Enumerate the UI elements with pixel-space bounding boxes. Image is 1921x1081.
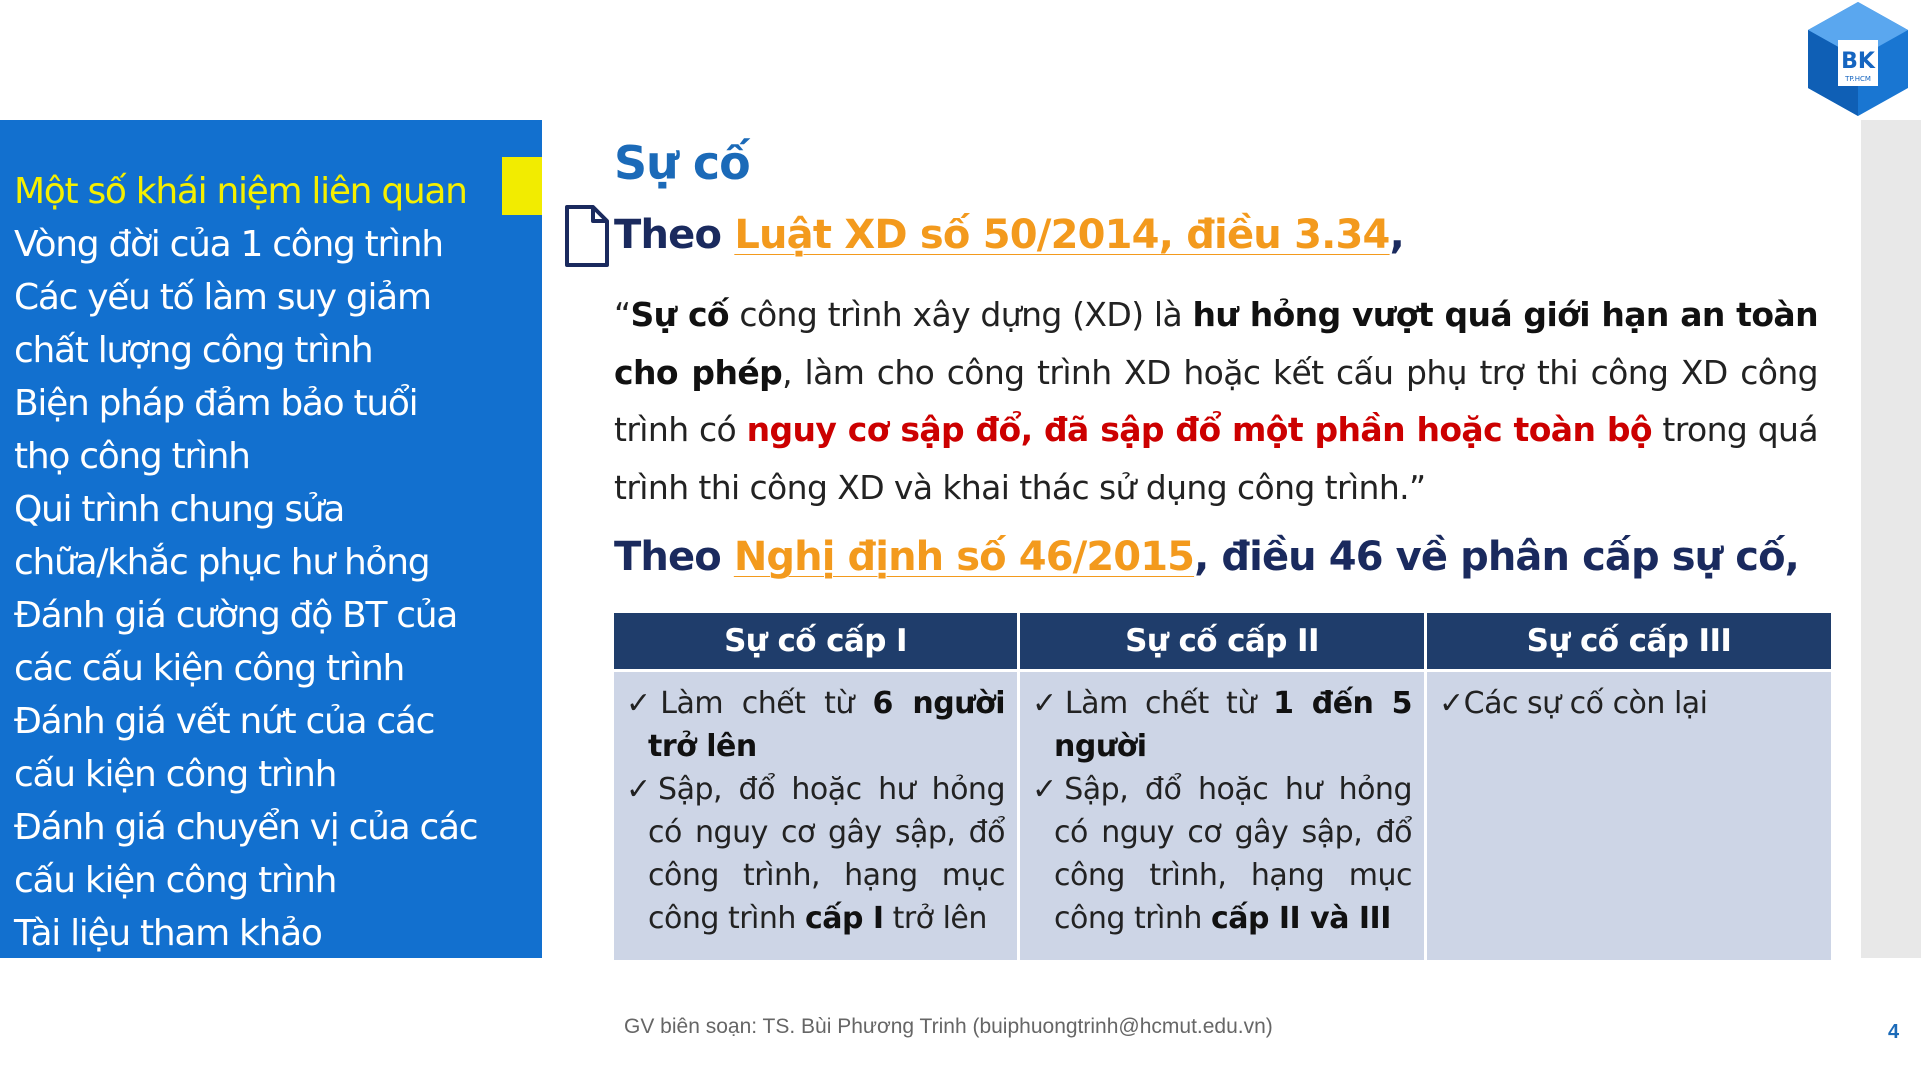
- sidebar-nav: [0, 120, 542, 958]
- sidebar-item-degradation-factors[interactable]: Các yếu tố làm suy giảm: [14, 277, 431, 318]
- sidebar-item-cracks-cont[interactable]: cấu kiện công trình: [14, 754, 337, 795]
- sidebar-item-repair-process-cont[interactable]: chữa/khắc phục hư hỏng: [14, 542, 430, 583]
- sidebar-item-concepts[interactable]: Một số khái niệm liên quan: [14, 171, 467, 212]
- sidebar-item-repair-process[interactable]: Qui trình chung sửa: [14, 489, 345, 530]
- sidebar-item-references[interactable]: Tài liệu tham khảo: [14, 913, 322, 954]
- scrollbar-track[interactable]: [1861, 120, 1921, 958]
- table-header-level-2: Sự cố cấp II: [1019, 612, 1426, 671]
- table-cell-level-3: [1426, 671, 1833, 962]
- level-1-bullet-deaths: ✓Làm chết từ 6 người trở lên: [626, 686, 1005, 764]
- quote-term: Sự cố: [630, 295, 729, 334]
- level-2-bullet-deaths: ✓Làm chết từ 1 đến 5 người: [1032, 686, 1412, 764]
- page-title: Sự cố: [614, 136, 750, 190]
- law-suffix: ,: [1389, 212, 1404, 258]
- sidebar-item-concrete-strength-cont[interactable]: các cấu kiện công trình: [14, 648, 405, 689]
- sidebar-item-displacement[interactable]: Đánh giá chuyển vị của các: [14, 807, 478, 848]
- sidebar-item-lifecycle[interactable]: Vòng đời của 1 công trình: [14, 224, 443, 265]
- sidebar-item-durability-measures[interactable]: Biện pháp đảm bảo tuổi: [14, 383, 418, 424]
- sidebar-item-cracks[interactable]: Đánh giá vết nứt của các: [14, 701, 435, 742]
- quote-emphasis: hư hỏng vượt quá giới hạn an toàn cho phép: [614, 295, 1818, 392]
- table-row: [613, 671, 1833, 962]
- logo-text: BK: [1841, 49, 1875, 74]
- decree-reference: [614, 534, 1799, 580]
- sidebar-list: [14, 165, 534, 960]
- level-2-bullet-collapse: ✓Sập, đổ hoặc hư hỏng có nguy cơ gây sập, đổ công trình, hạng mục công trình cấp II và III: [1032, 772, 1412, 936]
- table-header-level-1: Sự cố cấp I: [613, 612, 1019, 671]
- document-icon: [563, 204, 611, 268]
- page-number: 4: [1888, 1021, 1900, 1043]
- decree-link[interactable]: Nghị định số 46/2015: [733, 534, 1195, 580]
- quote-text-2: , làm cho công trình XD hoặc kết cấu phụ trợ thi công XD công trình có: [614, 352, 1818, 449]
- sidebar-item-displacement-cont[interactable]: cấu kiện công trình: [14, 860, 337, 901]
- quote-text-1: công trình xây dựng (XD) là: [729, 295, 1193, 334]
- incident-levels-table: [611, 610, 1834, 963]
- sidebar-item-degradation-factors-cont[interactable]: chất lượng công trình: [14, 330, 373, 371]
- logo-subtext: TP.HCM: [1845, 75, 1871, 83]
- quote-open: “: [614, 295, 631, 334]
- table-header-row: [613, 612, 1833, 671]
- law-link[interactable]: Luật XD số 50/2014, điều 3.34: [734, 212, 1390, 258]
- definition-quote: [614, 286, 1818, 516]
- sidebar-item-durability-measures-cont[interactable]: thọ công trình: [14, 436, 250, 477]
- level-1-bullet-collapse: ✓Sập, đổ hoặc hư hỏng có nguy cơ gây sập, đổ công trình, hạng mục công trình cấp I trở lên: [626, 772, 1005, 936]
- decree-prefix: Theo: [614, 534, 734, 580]
- sidebar-active-marker: [502, 157, 542, 215]
- law-prefix: Theo: [614, 212, 735, 258]
- level-3-bullet-other: ✓Các sự cố còn lại: [1439, 686, 1708, 721]
- footer-author: GV biên soạn: TS. Bùi Phương Trinh (buiphuongtrinh@hcmut.edu.vn): [624, 1015, 1273, 1038]
- table-header-level-3: Sự cố cấp III: [1426, 612, 1833, 671]
- decree-suffix: , điều 46 về phân cấp sự cố,: [1194, 534, 1799, 580]
- quote-red-emphasis: nguy cơ sập đổ, đã sập đổ một phần hoặc toàn bộ: [746, 410, 1652, 449]
- table-cell-level-2: [1019, 671, 1426, 962]
- sidebar-item-concrete-strength[interactable]: Đánh giá cường độ BT của: [14, 595, 458, 636]
- bk-logo: [1796, 0, 1920, 118]
- quote-text-3: trong quá trình thi công XD và khai thác sử dụng công trình.”: [614, 410, 1818, 507]
- law-reference: [614, 212, 1404, 258]
- table-cell-level-1: [613, 671, 1019, 962]
